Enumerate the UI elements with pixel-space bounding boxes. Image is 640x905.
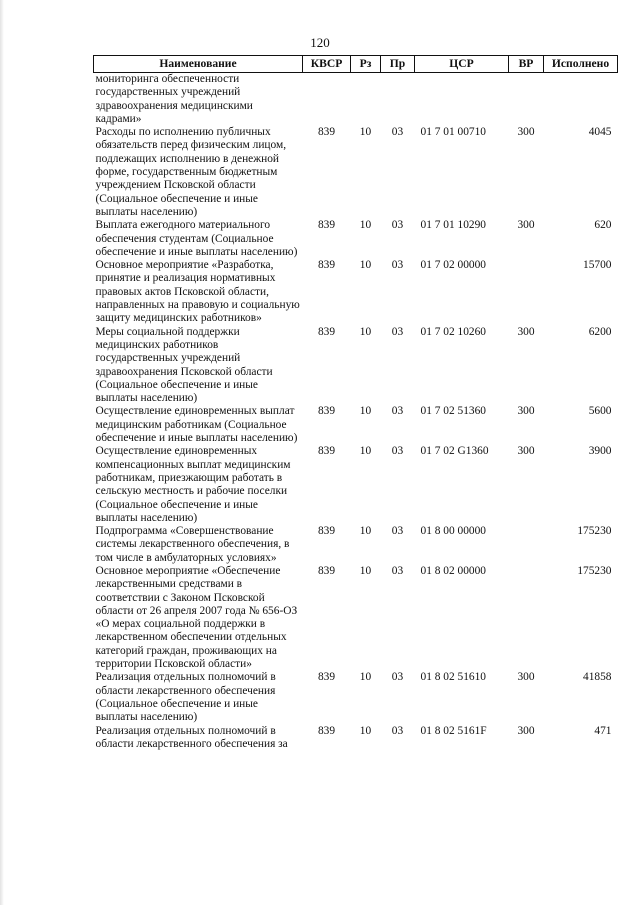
cell-executed: 41858 — [583, 671, 612, 684]
cell-executed: 15700 — [583, 259, 612, 272]
cell-pr: 03 — [391, 259, 404, 272]
scan-edge — [0, 0, 4, 905]
cell-rz: 10 — [359, 671, 372, 684]
cell-vr: 300 — [517, 405, 535, 418]
cell-pr: 03 — [391, 325, 404, 338]
cell-vr: 300 — [517, 445, 535, 458]
cell-csr — [415, 73, 509, 127]
header-rz: Рз — [351, 56, 381, 73]
cell-pr: 03 — [391, 564, 404, 577]
cell-name: Реализация отдельных полномочий в области лекарственного обеспечения за — [95, 724, 288, 750]
cell-rz: 10 — [359, 126, 372, 139]
cell-name: Меры социальной поддержки медицинских работников государственных учреждений здравоохранения Псковской области (Социальное обеспечение и иные выплаты населению) — [95, 325, 273, 405]
table-row — [94, 445, 618, 525]
cell-vr — [509, 565, 544, 671]
cell-name: Расходы по исполнению публичных обязательств перед физическим лицом, подлежащих исполнению в денежной форме, государственным бюджетным учреждением Псковской области (Социальное обеспечение и иные выплаты населению) — [95, 126, 287, 218]
cell-vr: 300 — [517, 671, 535, 684]
cell-kvsr: 839 — [317, 259, 336, 272]
header-csr: ЦСР — [415, 56, 509, 73]
table-row — [94, 725, 618, 752]
cell-vr: 300 — [517, 219, 535, 232]
cell-pr — [381, 73, 415, 127]
table-row — [94, 565, 618, 671]
cell-vr — [509, 259, 544, 325]
cell-rz: 10 — [359, 445, 372, 458]
header-name: Наименование — [94, 56, 303, 73]
cell-name: Осуществление единовременных компенсационных выплат медицинским работникам, приезжающим работать в сельскую местность и рабочие поселки (Социальное обеспечение и иные выплаты населению) — [95, 445, 291, 524]
table-row — [94, 73, 618, 127]
cell-kvsr: 839 — [317, 219, 336, 232]
cell-executed — [544, 73, 618, 127]
cell-vr — [509, 525, 544, 565]
table-row — [94, 126, 618, 219]
cell-rz: 10 — [359, 405, 372, 418]
cell-name: Осуществление единовременных выплат медицинским работникам (Социальное обеспечение и иные выплаты населению) — [95, 405, 298, 445]
cell-name: Выплата ежегодного материального обеспечения студентам (Социальное обеспечение и иные выплаты населению) — [95, 219, 298, 258]
cell-pr: 03 — [391, 445, 404, 458]
cell-rz: 10 — [359, 259, 372, 272]
table-row — [94, 671, 618, 724]
cell-pr: 03 — [391, 405, 404, 418]
header-pr: Пр — [381, 56, 415, 73]
cell-rz: 10 — [359, 564, 372, 577]
cell-rz: 10 — [359, 724, 372, 737]
cell-vr: 300 — [517, 724, 535, 737]
cell-pr: 03 — [391, 671, 404, 684]
cell-rz: 10 — [359, 325, 372, 338]
cell-rz — [351, 73, 381, 127]
cell-kvsr: 839 — [317, 325, 336, 338]
page-number: 120 — [310, 35, 330, 50]
cell-kvsr: 839 — [317, 126, 336, 139]
cell-csr: 01 7 01 10290 — [420, 219, 486, 232]
cell-csr: 01 7 02 51360 — [420, 405, 486, 418]
cell-kvsr: 839 — [317, 405, 336, 418]
cell-executed: 4045 — [588, 126, 612, 139]
table-row — [94, 219, 618, 259]
cell-executed: 6200 — [588, 325, 612, 338]
cell-vr: 300 — [517, 126, 535, 139]
budget-table — [93, 55, 618, 751]
cell-executed: 471 — [594, 724, 612, 737]
cell-csr: 01 8 02 5161F — [420, 724, 487, 737]
cell-executed: 175230 — [577, 564, 612, 577]
cell-csr: 01 7 02 10260 — [420, 325, 486, 338]
table-row — [94, 259, 618, 325]
cell-name: Подпрограмма «Совершенствование системы лекарственного обеспечения, в том числе в амбулаторных условиях» — [95, 525, 290, 564]
cell-rz: 10 — [359, 219, 372, 232]
cell-kvsr: 839 — [317, 724, 336, 737]
cell-kvsr — [303, 73, 351, 127]
cell-name: Основное мероприятие «Разработка, принятие и реализация нормативных правовых актов Псковской области, направленных на правовую и социальную защиту медицинских работников» — [95, 259, 300, 325]
cell-csr: 01 8 02 51610 — [420, 671, 486, 684]
cell-csr: 01 7 01 00710 — [420, 126, 486, 139]
header-done: Исполнено — [544, 56, 618, 73]
cell-kvsr: 839 — [317, 525, 336, 538]
cell-csr: 01 8 00 00000 — [420, 525, 486, 538]
table-header-row — [94, 56, 618, 73]
cell-executed: 5600 — [588, 405, 612, 418]
header-vr: ВР — [509, 56, 544, 73]
table-row — [94, 525, 618, 565]
cell-name: Основное мероприятие «Обеспечение лекарственными средствами в соответствии с Законом Псковской области от 26 апреля 2007 года № 656-ОЗ «О мерах социальной поддержки в лекарственном обеспечении отдельных категорий граждан, проживающих на территории Псковской области» — [95, 564, 298, 671]
cell-rz: 10 — [359, 525, 372, 538]
cell-pr: 03 — [391, 219, 404, 232]
cell-pr: 03 — [391, 126, 404, 139]
table-body — [94, 73, 618, 752]
cell-kvsr: 839 — [317, 445, 336, 458]
cell-vr — [509, 73, 544, 127]
cell-pr: 03 — [391, 525, 404, 538]
cell-executed: 175230 — [577, 525, 612, 538]
cell-kvsr: 839 — [317, 671, 336, 684]
table-row — [94, 326, 618, 406]
cell-name: Реализация отдельных полномочий в области лекарственного обеспечения (Социальное обеспечение и иные выплаты населению) — [95, 671, 276, 724]
cell-vr: 300 — [517, 325, 535, 338]
cell-executed: 3900 — [588, 445, 612, 458]
cell-csr: 01 7 02 G1360 — [420, 445, 489, 458]
cell-name: мониторинга обеспеченности государственных учреждений здравоохранения медицинскими кадрами» — [95, 73, 253, 125]
cell-executed: 620 — [594, 219, 612, 232]
table-row — [94, 405, 618, 445]
cell-csr: 01 7 02 00000 — [420, 259, 486, 272]
cell-kvsr: 839 — [317, 564, 336, 577]
cell-csr: 01 8 02 00000 — [420, 564, 486, 577]
header-kvsr: КВСР — [303, 56, 351, 73]
cell-pr: 03 — [391, 724, 404, 737]
